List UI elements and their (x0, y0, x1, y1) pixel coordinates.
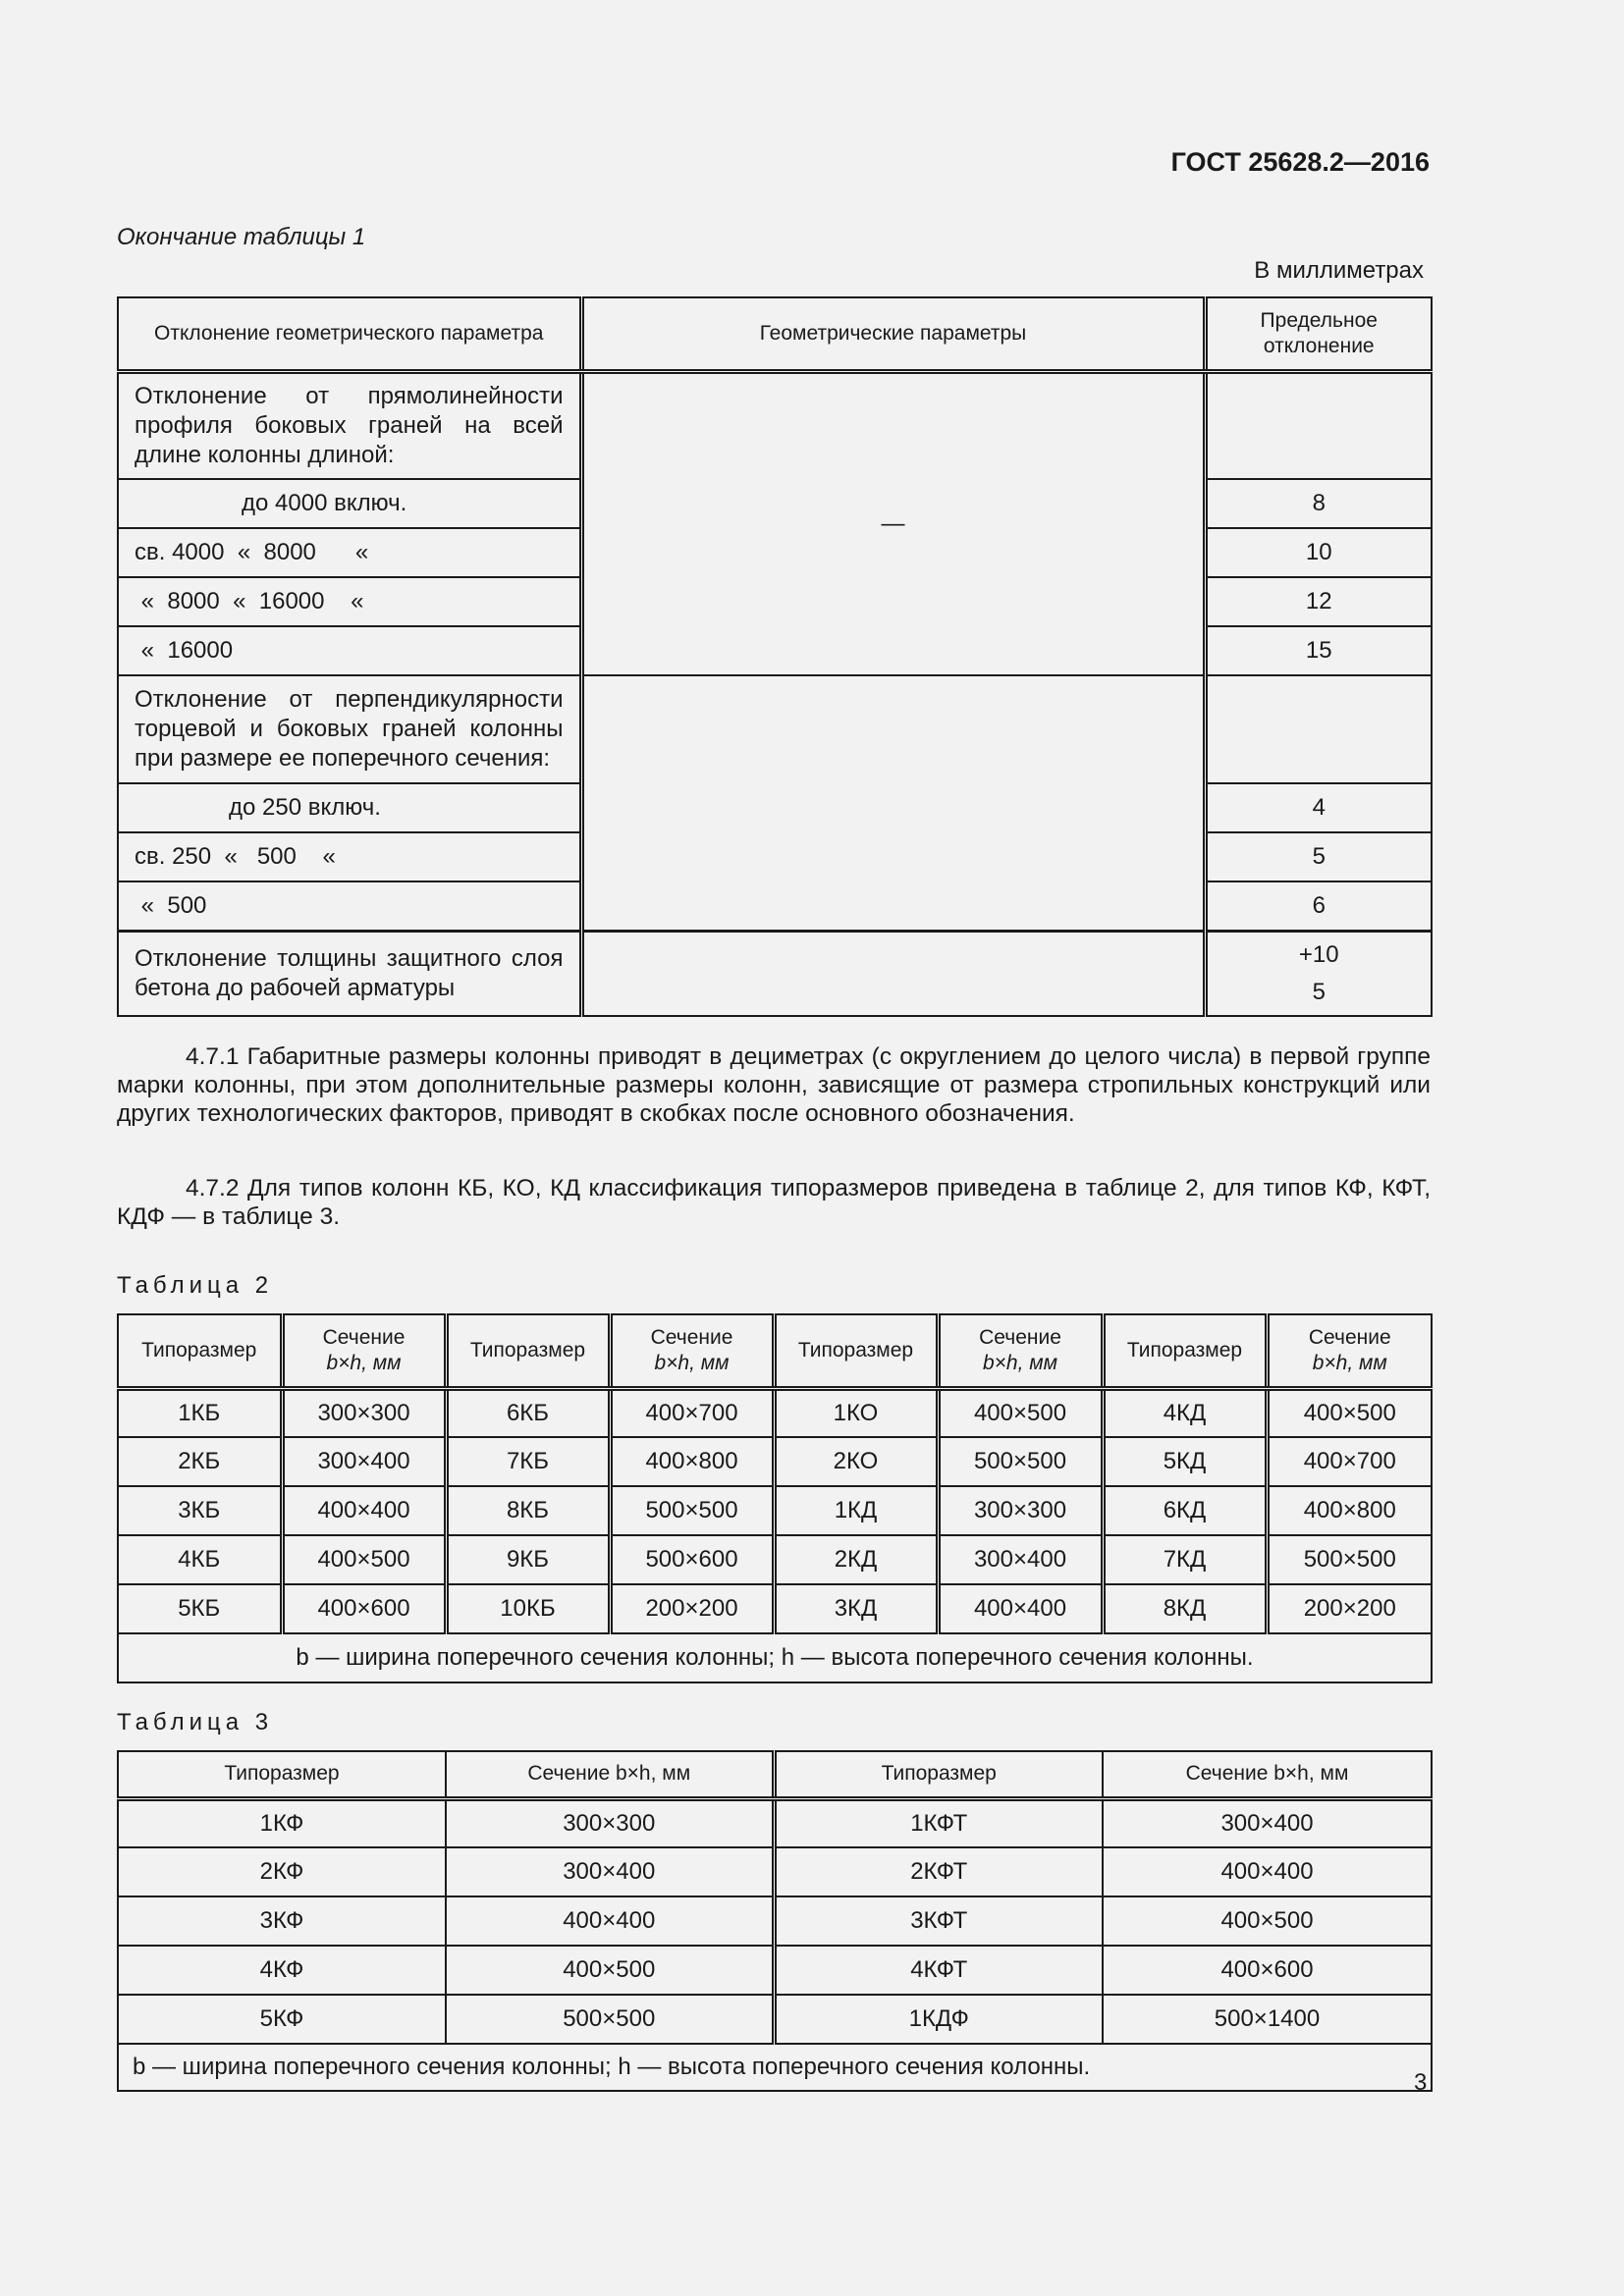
table-row (118, 1486, 1432, 1535)
table-row (118, 1535, 1432, 1584)
type-cell: 2КБ (118, 1437, 282, 1486)
param-cell: — (581, 371, 1205, 675)
header-section-line1: Сечение (1308, 1325, 1391, 1349)
header-section (610, 1314, 774, 1388)
table3-header-row (118, 1751, 1432, 1798)
range-cell: до 4000 включ. (118, 479, 581, 528)
section-cell: 400×400 (282, 1486, 446, 1535)
section-cell: 400×800 (1267, 1486, 1432, 1535)
type-cell: 2КО (774, 1437, 938, 1486)
table1-header-cell: Геометрические параметры (581, 297, 1205, 371)
table-note-row (118, 2044, 1432, 2091)
type-cell: 3КБ (118, 1486, 282, 1535)
section-cell: 400×400 (938, 1584, 1103, 1633)
paragraph-4-7-2: 4.7.2 Для типов колонн КБ, КО, КД классификация типоразмеров приведена в таблице 2, для типов КФ, КФТ, КДФ — в таблице 3. (117, 1175, 1431, 1230)
range-cell: « 8000 « 16000 « (118, 577, 581, 626)
table2-header-row (118, 1314, 1432, 1388)
header-section: Сечение b×h, мм (1103, 1751, 1432, 1798)
header-type: Типоразмер (1103, 1314, 1267, 1388)
type-cell: 2КФТ (774, 1847, 1103, 1896)
header-section-line1: Сечение (650, 1325, 733, 1349)
type-cell: 6КБ (446, 1388, 610, 1437)
value-cell: 8 (1205, 479, 1432, 528)
section-cell: 400×400 (446, 1896, 774, 1946)
type-cell: 5КД (1103, 1437, 1267, 1486)
header-type: Типоразмер (118, 1751, 446, 1798)
header-section-line2: b×h, мм (654, 1351, 730, 1374)
type-cell: 7КД (1103, 1535, 1267, 1584)
table1-caption: Окончание таблицы 1 (117, 224, 366, 250)
table2-caption: Таблица 2 (117, 1272, 274, 1299)
type-cell: 8КБ (446, 1486, 610, 1535)
section-cell: 400×600 (1103, 1946, 1432, 1995)
header-section: Сечение b×h, мм (446, 1751, 774, 1798)
type-cell: 7КБ (446, 1437, 610, 1486)
type-cell: 3КФ (118, 1896, 446, 1946)
table1-header-row (118, 297, 1432, 371)
table2 (117, 1313, 1433, 1683)
header-section (282, 1314, 446, 1388)
table1 (117, 296, 1433, 1017)
table-row (118, 931, 1432, 1016)
section-cell: 300×300 (446, 1798, 774, 1847)
section-cell: 300×400 (1103, 1798, 1432, 1847)
section-cell: 400×700 (610, 1388, 774, 1437)
header-section-line2: b×h, мм (326, 1351, 402, 1374)
section-cell: 200×200 (610, 1584, 774, 1633)
range-cell: « 500 (118, 881, 581, 931)
table3-note: b — ширина поперечного сечения колонны; h — высота поперечного сечения колонны. (118, 2044, 1432, 2091)
paragraph-4-7-1: 4.7.1 Габаритные размеры колонны приводят в дециметрах (с округлением до целого числа) в первой группе марки колонны, при этом дополнительные размеры колонн, зависящие от размера стропильных конструкций или других технологических факторов, приводят в скобках после основного обозначения. (117, 1043, 1431, 1127)
section-cell: 400×500 (282, 1535, 446, 1584)
type-cell: 4КФТ (774, 1946, 1103, 1995)
value-cell (1205, 675, 1432, 783)
section-cell: 500×500 (610, 1486, 774, 1535)
type-cell: 1КД (774, 1486, 938, 1535)
table-row (118, 1388, 1432, 1437)
table-row (118, 1946, 1432, 1995)
value-cell (1205, 371, 1432, 479)
range-cell: до 250 включ. (118, 783, 581, 832)
value-cell (1205, 931, 1432, 1016)
param-cell (581, 675, 1205, 931)
table2-note: b — ширина поперечного сечения колонны; h — высота поперечного сечения колонны. (118, 1633, 1432, 1682)
group-label: Отклонение толщины защитного слоя бетона до рабочей арматуры (118, 931, 581, 1016)
section-cell: 200×200 (1267, 1584, 1432, 1633)
table1-header-cell: Отклонение геометрического параметра (118, 297, 581, 371)
type-cell: 1КО (774, 1388, 938, 1437)
section-cell: 500×500 (938, 1437, 1103, 1486)
range-cell: « 16000 (118, 626, 581, 675)
param-cell (581, 931, 1205, 1016)
type-cell: 5КБ (118, 1584, 282, 1633)
section-cell: 400×500 (1103, 1896, 1432, 1946)
section-cell: 500×600 (610, 1535, 774, 1584)
section-cell: 400×800 (610, 1437, 774, 1486)
range-cell: св. 4000 « 8000 « (118, 528, 581, 577)
table3 (117, 1750, 1433, 2092)
type-cell: 10КБ (446, 1584, 610, 1633)
table-row (118, 1995, 1432, 2044)
range-cell: св. 250 « 500 « (118, 832, 581, 881)
table-row (118, 1437, 1432, 1486)
type-cell: 6КД (1103, 1486, 1267, 1535)
table1-header-cell: Предельное отклонение (1205, 297, 1432, 371)
header-section-line2: b×h, мм (1312, 1351, 1387, 1374)
value-plus: +10 (1298, 940, 1339, 968)
section-cell: 500×500 (1267, 1535, 1432, 1584)
value-minus: 5 (1312, 978, 1326, 1005)
section-cell: 300×400 (446, 1847, 774, 1896)
type-cell: 3КД (774, 1584, 938, 1633)
page-number: 3 (1414, 2069, 1428, 2096)
table1-units: В миллиметрах (1254, 257, 1424, 284)
value-cell: 6 (1205, 881, 1432, 931)
header-section-line2: b×h, мм (982, 1351, 1058, 1374)
header-type: Типоразмер (118, 1314, 282, 1388)
value-cell: 4 (1205, 783, 1432, 832)
section-cell: 400×500 (1267, 1388, 1432, 1437)
section-cell: 300×400 (938, 1535, 1103, 1584)
section-cell: 400×500 (446, 1946, 774, 1995)
table-row (118, 1798, 1432, 1847)
type-cell: 2КФ (118, 1847, 446, 1896)
section-cell: 400×500 (938, 1388, 1103, 1437)
value-cell: 15 (1205, 626, 1432, 675)
header-type: Типоразмер (774, 1314, 938, 1388)
header-section-line1: Сечение (322, 1325, 406, 1349)
table-row (118, 1584, 1432, 1633)
section-cell: 500×500 (446, 1995, 774, 2044)
table-row (118, 1847, 1432, 1896)
document-code: ГОСТ 25628.2—2016 (1170, 147, 1430, 177)
section-cell: 300×300 (282, 1388, 446, 1437)
type-cell: 5КФ (118, 1995, 446, 2044)
type-cell: 4КД (1103, 1388, 1267, 1437)
type-cell: 8КД (1103, 1584, 1267, 1633)
header-section-line1: Сечение (979, 1325, 1061, 1349)
value-cell: 5 (1205, 832, 1432, 881)
table-row (118, 675, 1432, 783)
header-type: Типоразмер (446, 1314, 610, 1388)
header-section (1267, 1314, 1432, 1388)
type-cell: 1КФ (118, 1798, 446, 1847)
type-cell: 1КФТ (774, 1798, 1103, 1847)
section-cell: 300×400 (282, 1437, 446, 1486)
table-note-row (118, 1633, 1432, 1682)
value-cell: 12 (1205, 577, 1432, 626)
type-cell: 3КФТ (774, 1896, 1103, 1946)
section-cell: 500×1400 (1103, 1995, 1432, 2044)
type-cell: 2КД (774, 1535, 938, 1584)
value-cell: 10 (1205, 528, 1432, 577)
group-label: Отклонение от прямолинейности профиля боковых граней на всей длине колонны длиной: (118, 371, 581, 479)
table-row (118, 1896, 1432, 1946)
group-label: Отклонение от перпендикулярности торцевой и боковых граней колонны при размере ее поперечного сечения: (118, 675, 581, 783)
type-cell: 9КБ (446, 1535, 610, 1584)
table3-caption: Таблица 3 (117, 1709, 274, 1735)
header-type: Типоразмер (774, 1751, 1103, 1798)
type-cell: 4КФ (118, 1946, 446, 1995)
section-cell: 400×400 (1103, 1847, 1432, 1896)
table-row (118, 371, 1432, 479)
type-cell: 1КДФ (774, 1995, 1103, 2044)
section-cell: 300×300 (938, 1486, 1103, 1535)
header-section (938, 1314, 1103, 1388)
section-cell: 400×700 (1267, 1437, 1432, 1486)
section-cell: 400×600 (282, 1584, 446, 1633)
type-cell: 1КБ (118, 1388, 282, 1437)
type-cell: 4КБ (118, 1535, 282, 1584)
